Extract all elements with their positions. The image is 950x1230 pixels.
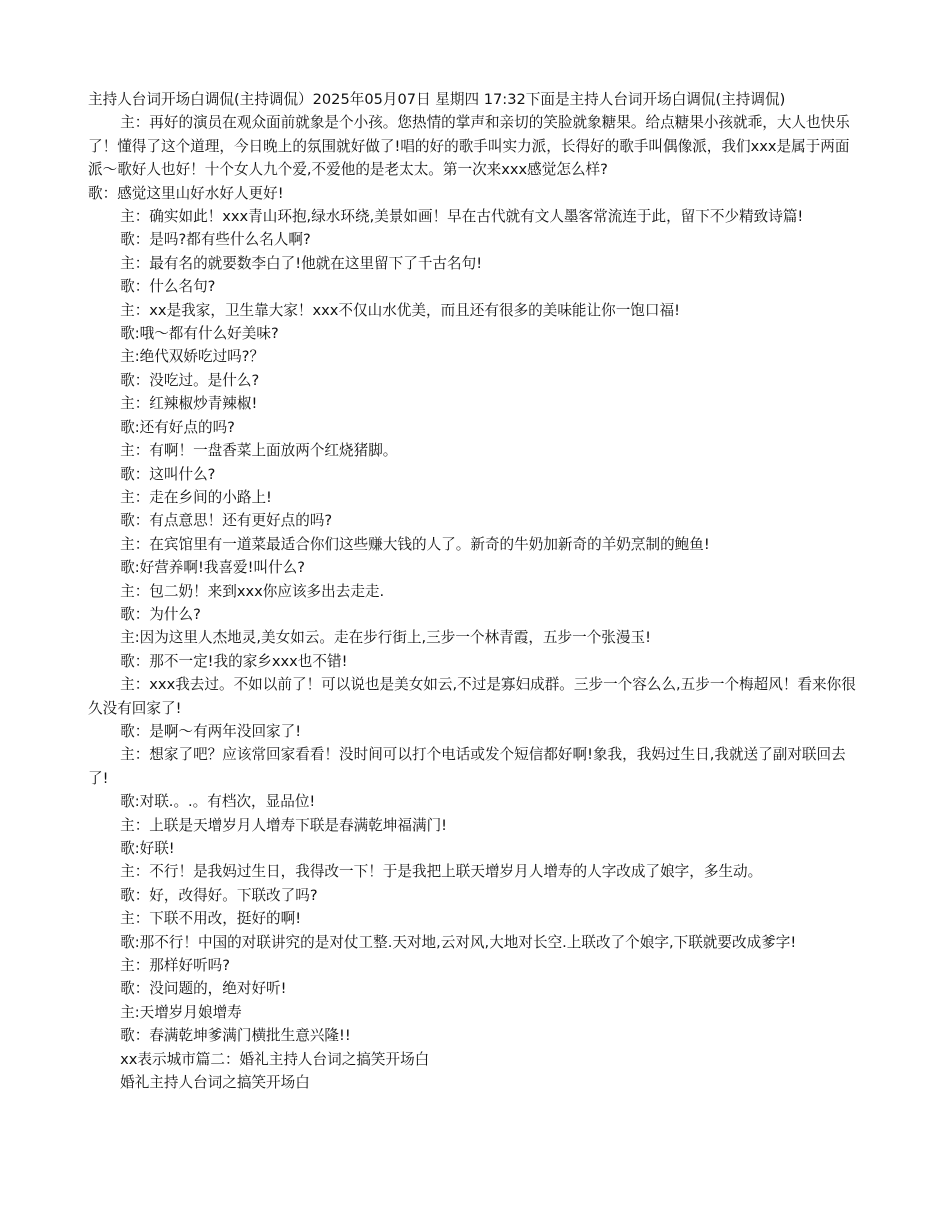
document-paragraph: 歌：好，改得好。下联改了吗? [120,886,318,904]
document-paragraph: 主:绝代双娇吃过吗?？ [120,348,265,366]
document-paragraph: 歌：是吗?都有些什么名人啊? [120,231,311,249]
document-paragraph: 主：那样好听吗? [120,957,231,975]
document-paragraph: 主:天增岁月娘增寿 [120,1003,242,1021]
document-paragraph: 歌：没吃过。是什么? [120,371,260,389]
document-paragraph: xx表示城市篇二：婚礼主持人台词之搞笑开场白 [120,1050,430,1068]
document-paragraph: 歌：春满乾坤爹满门横批生意兴隆!! [120,1027,351,1045]
document-paragraph: 主：确实如此！xxx青山环抱,绿水环绕,美景如画！早在古代就有文人墨客常流连于此，留下不少精致诗篇! [120,208,804,226]
document-paragraph: 歌：没问题的，绝对好听! [120,980,287,998]
document-paragraph: 歌：那不一定!我的家乡xxx也不错! [120,652,348,670]
document-paragraph: 主：上联是天增岁月人增寿下联是春满乾坤福满门! [120,816,448,834]
document-paragraph: 歌:还有好点的吗? [120,418,235,436]
document-body [88,111,864,1094]
document-paragraph: 歌:哦～都有什么好美味? [120,325,279,343]
document-paragraph: 主：包二奶！来到xxx你应该多出去走走. [120,582,385,600]
document-paragraph: 歌：什么名句? [120,278,216,296]
document-paragraph: 主：想家了吧？应该常回家看看！没时间可以打个电话或发个短信都好啊!象我，我妈过生日,我就送了副对联回去了! [88,746,846,787]
document-paragraph: 歌:那不行！中国的对联讲究的是对仗工整.天对地,云对风,大地对长空.上联改了个娘字,下联就要改成爹字! [120,933,797,951]
document-paragraph: 歌：这叫什么? [120,465,216,483]
document-paragraph: 主：下联不用改，挺好的啊! [120,910,302,928]
document-paragraph: 主：在宾馆里有一道菜最适合你们这些赚大钱的人了。新奇的牛奶加新奇的羊奶烹制的鲍鱼! [120,535,710,553]
document-paragraph: 主：再好的演员在观众面前就象是个小孩。您热情的掌声和亲切的笑脸就象糖果。给点糖果小孩就乖，大人也快乐了！懂得了这个道理，今日晚上的氛围就好做了!唱的好的歌手叫实力派，长得好的歌手叫偶像派，我们xxx是属于两面派～歌好人也好！十个女人九个爱,不爱他的是老太太。第一次来xxx感觉怎么样? [88,114,850,179]
document-paragraph: 婚礼主持人台词之搞笑开场白 [120,1074,310,1092]
document-page [88,88,864,1094]
document-paragraph: 主：xx是我家，卫生靠大家！xxx不仅山水优美，而且还有很多的美味能让你一饱口福! [120,301,680,319]
document-paragraph: 主：红辣椒炒青辣椒! [120,395,258,413]
document-paragraph: 歌:好联! [120,840,175,857]
document-paragraph: 歌:对联.。.。有档次，显品位! [120,793,316,811]
document-paragraph: 歌：感觉这里山好水好人更好! [88,184,284,202]
document-header: 主持人台词开场白调侃(主持调侃）2025年05月07日 星期四 17:32下面是主持人台词开场白调侃(主持调侃) [88,91,786,108]
document-paragraph: 歌:好营养啊!我喜爱!叫什么? [120,559,306,577]
document-paragraph: 歌：有点意思！还有更好点的吗? [120,512,333,530]
document-paragraph: 主:因为这里人杰地灵,美女如云。走在步行街上,三步一个林青霞，五步一个张漫玉! [120,629,651,647]
document-paragraph: 歌：为什么? [120,605,201,623]
document-paragraph: 歌：是啊～有两年没回家了! [120,722,302,740]
document-paragraph: 主：走在乡间的小路上! [120,488,272,506]
document-paragraph: 主：最有名的就要数李白了!他就在这里留下了千古名句! [120,254,483,272]
document-paragraph: 主：xxx我去过。不如以前了！可以说也是美女如云,不过是寡妇成群。三步一个容么么,五步一个梅超风！看来你很久没有回家了! [88,676,856,717]
document-paragraph: 主：有啊！一盘香菜上面放两个红烧猪脚。 [120,442,398,460]
document-paragraph: 主：不行！是我妈过生日，我得改一下！于是我把上联天增岁月人增寿的人字改成了娘字，多生动。 [120,863,763,881]
